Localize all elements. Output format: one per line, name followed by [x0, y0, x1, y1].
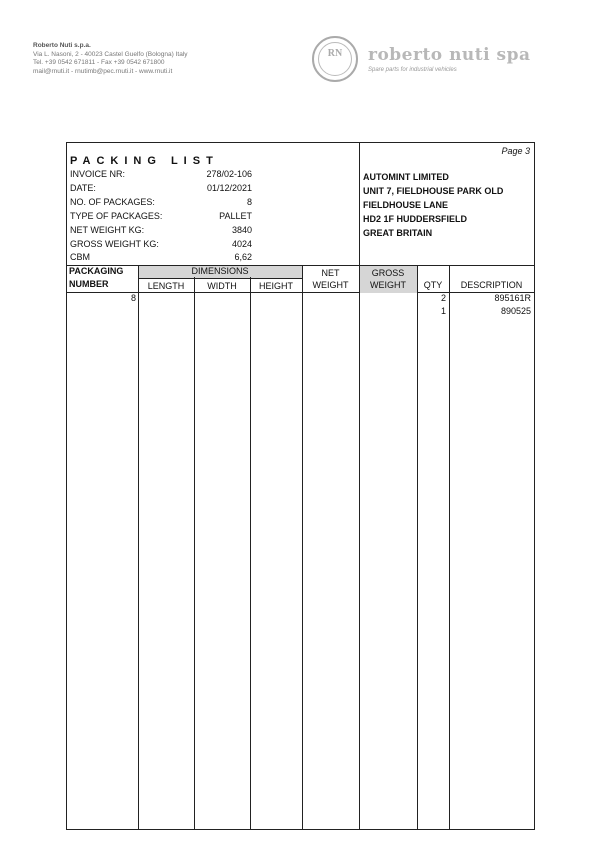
company-address: Via L. Nasoni, 2 - 40023 Castel Guelfo (Bologna) Italy: [33, 50, 188, 58]
field-label: NO. OF PACKAGES:: [70, 197, 155, 207]
gross-weight-header: WEIGHT: [370, 280, 406, 290]
cbm-row: [70, 252, 252, 265]
brand-name: roberto nuti spa: [368, 45, 531, 65]
company-name: Roberto Nuti s.p.a.: [33, 42, 91, 49]
dimensions-header: DIMENSIONS: [191, 266, 249, 276]
packaging-number-cell: 8: [130, 293, 136, 303]
gross-header: GROSS: [371, 268, 405, 278]
height-header: HEIGHT: [258, 281, 293, 291]
document-title: PACKING LIST: [70, 155, 219, 167]
packaging-header: PACKAGING: [69, 266, 124, 276]
page-number: Page 3: [501, 146, 530, 156]
column-divider: [138, 265, 139, 829]
field-value: 4024: [231, 239, 252, 249]
field-label: INVOICE NR:: [70, 169, 126, 179]
company-address-block: [33, 42, 188, 76]
field-label: GROSS WEIGHT KG:: [70, 239, 159, 249]
description-cell: 895161R: [494, 293, 531, 303]
header-divider: [359, 143, 360, 265]
gross-weight-row: [70, 239, 252, 252]
field-value: 8: [246, 197, 252, 207]
net-weight-row: [70, 225, 252, 238]
column-divider: [359, 265, 360, 829]
number-header: NUMBER: [69, 279, 109, 289]
net-header: NET: [321, 268, 340, 278]
dimensions-underline: [138, 278, 302, 279]
date-row: [70, 183, 252, 196]
packing-list-document: [66, 142, 535, 830]
length-header: LENGTH: [147, 281, 185, 291]
company-phone: Tel. +39 0542 671811 - Fax +39 0542 671800: [33, 59, 165, 66]
column-divider: [194, 277, 195, 829]
field-label: CBM: [70, 252, 90, 262]
consignee-line: HD2 1F HUDDERSFIELD: [363, 214, 468, 224]
net-weight-header: WEIGHT: [312, 280, 349, 290]
qty-cell: 2: [440, 293, 446, 303]
field-value: 6,62: [234, 252, 252, 262]
field-value: PALLET: [219, 211, 252, 221]
brand-tagline: Spare parts for industrial vehicles: [368, 67, 457, 73]
column-divider: [449, 265, 450, 829]
field-label: NET WEIGHT KG:: [70, 225, 145, 235]
consignee-line: FIELDHOUSE LANE: [363, 200, 449, 210]
description-cell: 890525: [500, 306, 531, 316]
field-label: TYPE OF PACKAGES:: [70, 211, 163, 221]
company-email: mail@rnuti.it - rnutimb@pec.rnuti.it - www.rnuti.it: [33, 67, 173, 75]
consignee-line: UNIT 7, FIELDHOUSE PARK OLD: [363, 186, 504, 196]
consignee-line: AUTOMINT LIMITED: [363, 172, 449, 182]
width-header: WIDTH: [207, 281, 237, 291]
field-value: 01/12/2021: [206, 183, 252, 193]
consignee-line: GREAT BRITAIN: [363, 228, 433, 238]
field-label: DATE:: [70, 183, 96, 193]
brand-header: [312, 36, 531, 82]
invoice-number-row: [70, 169, 252, 182]
packages-count-row: [70, 197, 252, 210]
field-value: 3840: [231, 225, 252, 235]
description-header: DESCRIPTION: [460, 280, 523, 290]
field-value: 278/02-106: [206, 169, 252, 179]
column-divider: [302, 265, 303, 829]
column-divider: [250, 277, 251, 829]
column-divider: [417, 265, 418, 829]
package-type-row: [70, 211, 252, 224]
qty-cell: 1: [440, 306, 446, 316]
company-logo-icon: RN: [312, 36, 358, 82]
qty-header: QTY: [423, 280, 443, 290]
